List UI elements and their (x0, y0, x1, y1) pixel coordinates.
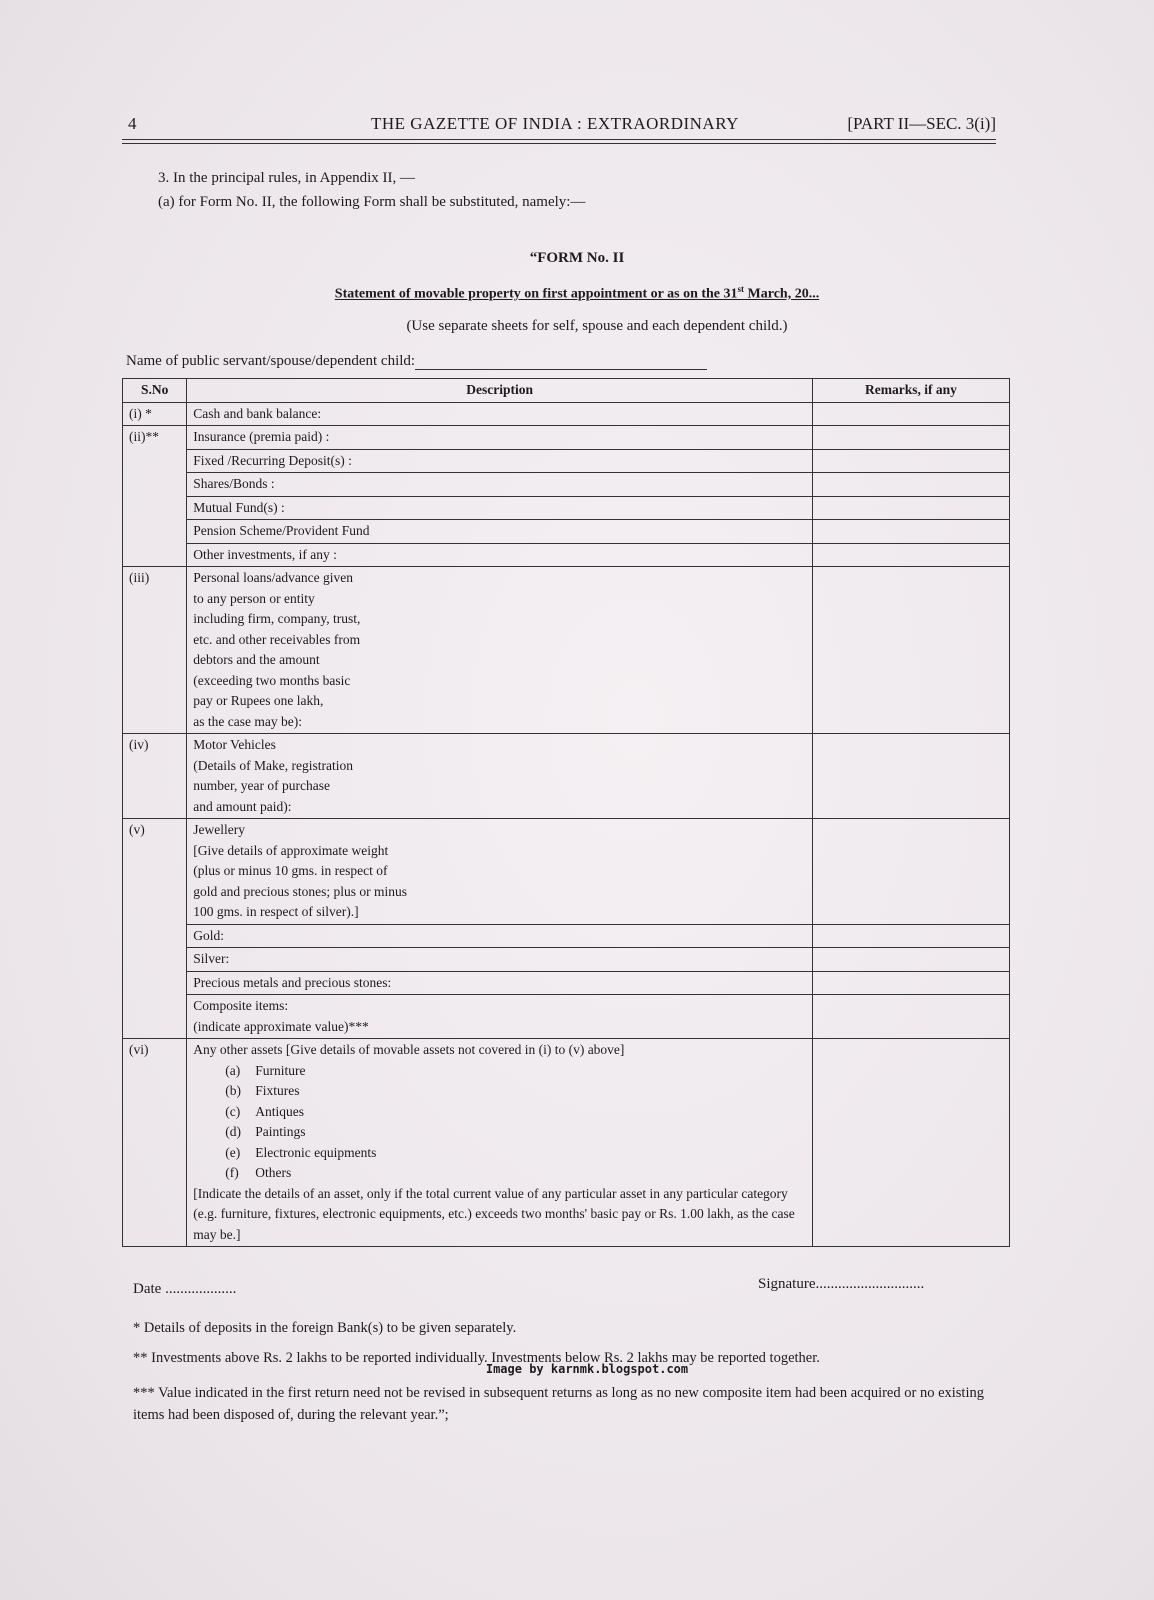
asset-item (193, 1061, 806, 1082)
movable-property-table (122, 378, 1010, 1247)
asset-item (193, 1163, 806, 1184)
desc-line: to any person or entity (193, 590, 315, 606)
asset-item (193, 1143, 806, 1164)
page-header (128, 114, 996, 138)
desc-line: number, year of purchase (193, 778, 330, 793)
remarks-cell (812, 819, 1009, 925)
remarks-cell (812, 995, 1009, 1039)
table-row (123, 543, 1010, 567)
section-label: [PART II—SEC. 3(i)] (847, 114, 996, 133)
sno-cell: (i) * (123, 402, 187, 426)
asset-item (193, 1081, 806, 1102)
desc-line: as the case may be): (193, 713, 302, 729)
sno-cell: (iii) (123, 567, 187, 734)
item-letter: (c) (225, 1103, 241, 1119)
desc-line: pay or Rupees one lakh, (193, 693, 324, 708)
table-row (123, 520, 1010, 544)
remarks-cell (812, 543, 1009, 567)
desc-line: gold and precious stones; plus or minus (193, 883, 408, 899)
footnote-3: *** Value indicated in the first return need not be revised in subsequent returns as long as no new composite item had been acquired or no existing items had been disposed of, during the relevant year.”; (133, 1385, 984, 1423)
remarks-cell (812, 1039, 1009, 1247)
item-letter: (d) (225, 1124, 242, 1139)
table-row (123, 971, 1010, 995)
desc-cell (187, 819, 813, 925)
desc-line: Any other assets [Give details of movable assets not covered in (i) to (v) above] (193, 1042, 625, 1057)
remarks-cell (812, 567, 1009, 734)
name-field (126, 353, 707, 370)
table-row (123, 567, 1010, 734)
form-subtitle (0, 284, 1154, 303)
signature-field: Signature............................. (758, 1276, 925, 1292)
form-title: “FORM No. II (529, 250, 625, 266)
intro-line-2: (a) for Form No. II, the following Form shall be substituted, namely:— (158, 194, 586, 210)
desc-cell: Other investments, if any : (187, 543, 813, 567)
desc-cell: Mutual Fund(s) : (187, 496, 813, 520)
remarks-cell (812, 734, 1009, 819)
name-label: Name of public servant/spouse/dependent child: (126, 353, 416, 369)
subtitle-text: Statement of movable property on first appointment or as on the 31 (334, 286, 738, 302)
desc-cell: Shares/Bonds : (187, 473, 813, 497)
table-row (123, 734, 1010, 819)
table-row (123, 924, 1010, 948)
table-header-row (123, 379, 1010, 403)
desc-line: debtors and the amount (193, 652, 320, 667)
desc-cell (187, 734, 813, 819)
subtitle-year: March, 20... (744, 286, 820, 302)
item-text: Paintings (255, 1124, 306, 1139)
desc-cell (187, 995, 813, 1039)
desc-cell: Fixed /Recurring Deposit(s) : (187, 449, 813, 473)
table-row (123, 819, 1010, 925)
desc-cell: Precious metals and precious stones: (187, 971, 813, 995)
subtitle-superscript: st (737, 284, 745, 294)
gazette-title: THE GAZETTE OF INDIA : EXTRAORDINARY (371, 114, 739, 133)
table-row (123, 995, 1010, 1039)
table-row (123, 1039, 1010, 1247)
remarks-cell (812, 924, 1009, 948)
table-row (123, 426, 1010, 450)
sno-cell: (vi) (123, 1039, 187, 1247)
date-field: Date ................... (133, 1281, 237, 1297)
header-rule-double (122, 143, 996, 144)
desc-line: Motor Vehicles (193, 737, 276, 752)
item-letter: (b) (225, 1083, 242, 1098)
item-letter: (a) (225, 1062, 241, 1078)
footnote-1: * Details of deposits in the foreign Bank(s) to be given separately. (133, 1320, 517, 1336)
desc-cell (187, 567, 813, 734)
footnote-2: ** Investments above Rs. 2 lakhs to be reported individually. Investments below Rs. 2 lakhs may be reported together. (133, 1350, 820, 1366)
desc-line: including firm, company, trust, (193, 611, 361, 626)
desc-cell: Insurance (premia paid) : (187, 426, 813, 450)
name-blank-line (415, 355, 707, 370)
asset-item (193, 1102, 806, 1123)
item-text: Electronic equipments (255, 1144, 377, 1160)
header-rule (122, 139, 996, 140)
desc-cell: Cash and bank balance: (187, 402, 813, 426)
sno-cell: (v) (123, 819, 187, 1039)
desc-line: [Give details of approximate weight (193, 842, 389, 858)
desc-line: (indicate approximate value)*** (193, 1018, 369, 1034)
item-text: Furniture (255, 1062, 306, 1078)
remarks-cell (812, 520, 1009, 544)
intro-line-1: 3. In the principal rules, in Appendix II, — (158, 170, 416, 186)
item-text: Others (255, 1165, 292, 1180)
desc-line: (Details of Make, registration (193, 757, 353, 773)
desc-line: (plus or minus 10 gms. in respect of (193, 863, 388, 878)
desc-cell: Gold: (187, 924, 813, 948)
desc-line: and amount paid): (193, 798, 292, 814)
desc-line: Personal loans/advance given (193, 570, 353, 585)
item-letter: (f) (225, 1165, 239, 1180)
item-text: Antiques (255, 1103, 305, 1119)
remarks-cell (812, 426, 1009, 450)
header-description: Description (187, 379, 813, 403)
desc-line: Composite items: (193, 998, 289, 1013)
table-row (123, 496, 1010, 520)
desc-line: 100 gms. in respect of silver).] (193, 904, 359, 919)
item-text: Fixtures (255, 1083, 300, 1098)
header-remarks: Remarks, if any (812, 379, 1009, 403)
sno-cell: (ii)** (123, 426, 187, 567)
desc-line: etc. and other receivables from (193, 631, 361, 647)
desc-cell: Pension Scheme/Provident Fund (187, 520, 813, 544)
remarks-cell (812, 971, 1009, 995)
asset-note: [Indicate the details of an asset, only if the total current value of any particular asset in any particular category (e.g. furniture, fixtures, electronic equipments, etc.) exceeds two months' basic pay or Rs. 1.00 lakh, as the case may be.] (193, 1185, 795, 1242)
watermark-text: Image by karnmk.blogspot.com (485, 1362, 689, 1376)
asset-item (193, 1122, 806, 1143)
form-note: (Use separate sheets for self, spouse and each dependent child.) (406, 318, 788, 334)
remarks-cell (812, 402, 1009, 426)
table-row (123, 473, 1010, 497)
page-number: 4 (128, 114, 137, 133)
remarks-cell (812, 449, 1009, 473)
sno-cell: (iv) (123, 734, 187, 819)
desc-cell (187, 1039, 813, 1247)
desc-line: Jewellery (193, 822, 246, 837)
remarks-cell (812, 473, 1009, 497)
item-letter: (e) (225, 1144, 241, 1160)
table-row (123, 449, 1010, 473)
table-row (123, 402, 1010, 426)
table-row (123, 948, 1010, 972)
desc-cell: Silver: (187, 948, 813, 972)
header-sno: S.No (123, 379, 187, 403)
remarks-cell (812, 948, 1009, 972)
remarks-cell (812, 496, 1009, 520)
desc-line: (exceeding two months basic (193, 672, 351, 688)
